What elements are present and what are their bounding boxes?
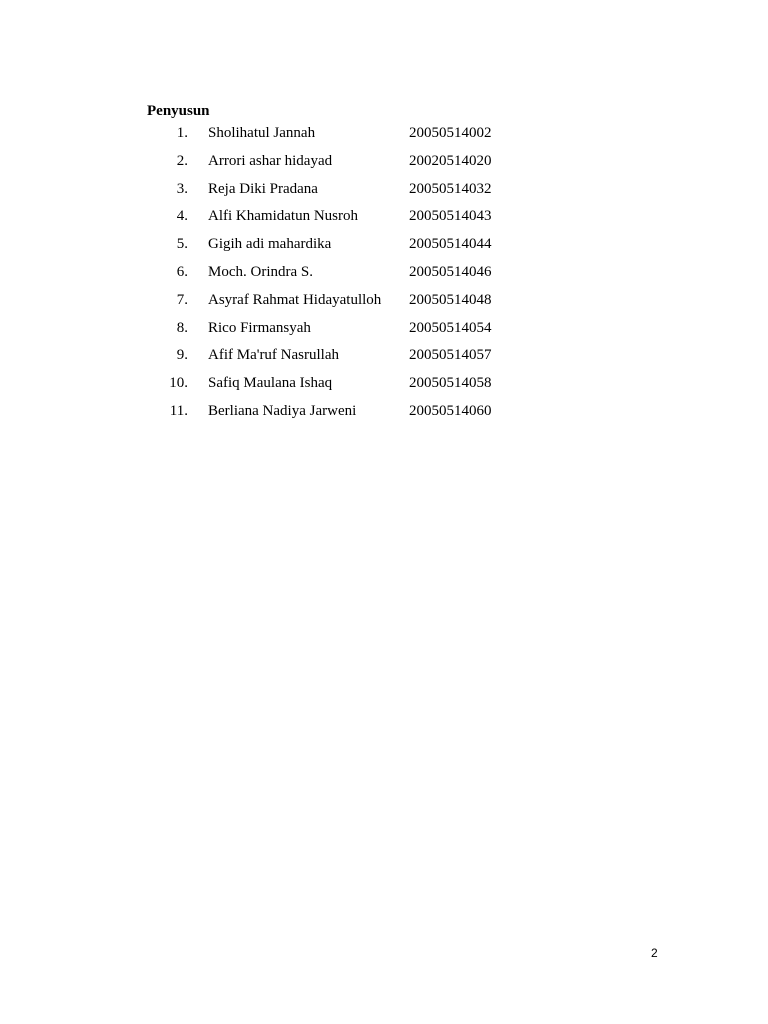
list-item: [0, 152, 768, 180]
list-item-name: Reja Diki Pradana: [208, 180, 318, 197]
list-item-id: 20050514060: [409, 402, 492, 419]
list-item-id: 20050514046: [409, 263, 492, 280]
member-list: [0, 124, 768, 430]
list-item-number: 9.: [176, 347, 188, 364]
list-item-number: 10.: [169, 375, 188, 392]
list-item-name: Afif Ma'ruf Nasrullah: [208, 347, 339, 364]
list-item-name: Safiq Maulana Ishaq: [208, 375, 333, 392]
list-item-number: 7.: [176, 291, 188, 308]
list-item: [0, 291, 768, 319]
list-item-number: 8.: [176, 319, 188, 336]
list-item: [0, 207, 768, 235]
list-item-id: 20050514048: [409, 291, 492, 308]
list-item-name: Rico Firmansyah: [208, 319, 311, 336]
list-item: [0, 402, 768, 430]
list-item-id: 20020514020: [409, 152, 492, 169]
list-item-id: 20050514032: [409, 180, 492, 197]
list-item-name: Asyraf Rahmat Hidayatulloh: [208, 291, 382, 308]
list-item: [0, 263, 768, 291]
list-item-id: 20050514054: [409, 319, 492, 336]
list-item-number: 1.: [176, 125, 188, 141]
list-item: [0, 346, 768, 374]
list-item-id: 20050514057: [409, 347, 492, 364]
list-item: [0, 180, 768, 208]
page-number: 2: [651, 946, 658, 960]
list-item-name: Sholihatul Jannah: [208, 125, 316, 141]
section-heading: Penyusun: [147, 103, 210, 119]
list-item-name: Moch. Orindra S.: [208, 263, 313, 280]
list-item-id: 20050514058: [409, 375, 492, 392]
list-item: [0, 235, 768, 263]
list-item-number: 3.: [176, 180, 188, 197]
list-item-name: Berliana Nadiya Jarweni: [208, 402, 357, 419]
list-item-number: 2.: [176, 152, 188, 169]
list-item-number: 11.: [169, 402, 188, 419]
list-item: [0, 319, 768, 347]
list-item: [0, 374, 768, 402]
list-item-id: 20050514043: [409, 208, 492, 225]
list-item-number: 5.: [176, 236, 188, 253]
list-item-name: Alfi Khamidatun Nusroh: [208, 208, 358, 225]
list-item-id: 20050514002: [409, 125, 492, 141]
list-item-number: 4.: [176, 208, 188, 225]
list-item: [0, 124, 768, 152]
list-item-name: Gigih adi mahardika: [208, 236, 332, 253]
list-item-number: 6.: [176, 263, 188, 280]
list-item-name: Arrori ashar hidayad: [208, 152, 333, 169]
list-item-id: 20050514044: [409, 236, 492, 253]
